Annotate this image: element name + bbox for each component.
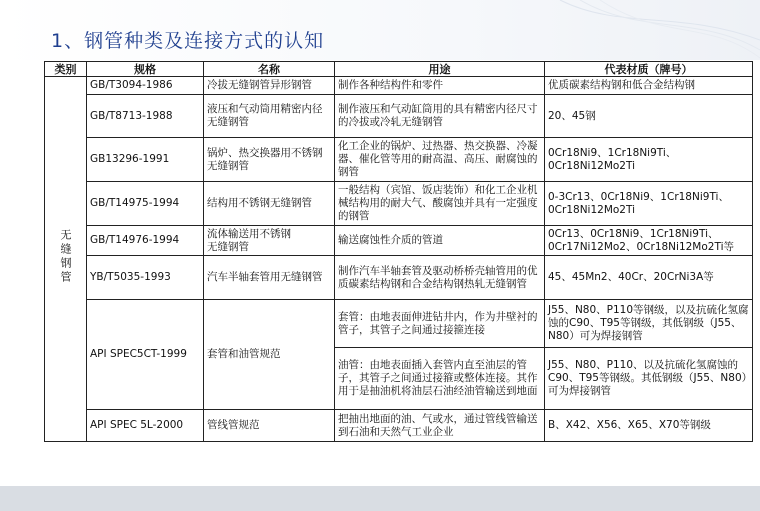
decorative-lines (500, 0, 760, 60)
page-title: 1、钢管种类及连接方式的认知 (51, 30, 325, 52)
use-cell: 制作液压和气动缸筒用的具有精密内径尺寸的冷拔或冷轧无缝钢管 (335, 95, 545, 138)
material-cell: 0Cr18Ni9、1Cr18Ni9Ti、0Cr18Ni12Mo2Ti (545, 138, 753, 182)
material-cell: 0Cr13、0Cr18Ni9、1Cr18Ni9Ti、0Cr17Ni12Mo2、0Cr18Ni12Mo2Ti等 (545, 226, 753, 256)
name-cell: 冷拔无缝钢管异形钢管 (204, 77, 335, 95)
standard-cell: GB/T8713-1988 (87, 95, 204, 138)
standard-cell: GB/T14976-1994 (87, 226, 204, 256)
table-row (45, 77, 753, 95)
header-name: 名称 (204, 62, 335, 77)
use-cell: 制作汽车半轴套管及驱动桥桥壳轴管用的优质碳素结构钢和合金结构钢热轧无缝钢管 (335, 256, 545, 300)
table-row (45, 182, 753, 226)
table-row (45, 138, 753, 182)
standard-cell: API SPEC5CT-1999 (87, 300, 204, 410)
header-use: 用途 (335, 62, 545, 77)
material-cell: B、X42、X56、X65、X70等钢级 (545, 410, 753, 442)
name-cell: 管线管规范 (204, 410, 335, 442)
table-row (45, 95, 753, 138)
material-cell: J55、N80、P110等钢级，以及抗硫化氢腐蚀的C90、T95等钢级，其低钢级（J55、N80）可为焊接钢管 (545, 300, 753, 348)
category-label: 无缝钢管 (59, 229, 72, 285)
table-row (45, 226, 753, 256)
use-cell: 输送腐蚀性介质的管道 (335, 226, 545, 256)
footer-band (0, 486, 760, 511)
name-cell: 液压和气动筒用精密内径 无缝钢管 (204, 95, 335, 138)
material-cell: 优质碳素结构钢和低合金结构钢 (545, 77, 753, 95)
category-cell (45, 77, 87, 442)
use-cell: 制作各种结构件和零件 (335, 77, 545, 95)
header-material: 代表材质（牌号） (545, 62, 753, 77)
table-row (45, 256, 753, 300)
name-cell: 汽车半轴套管用无缝钢管 (204, 256, 335, 300)
standard-cell: GB13296-1991 (87, 138, 204, 182)
header-standard: 规格 (87, 62, 204, 77)
standard-cell: API SPEC 5L-2000 (87, 410, 204, 442)
use-cell: 一般结构（宾馆、饭店装饰）和化工企业机械结构用的耐大气、酸腐蚀并具有一定强度的钢管 (335, 182, 545, 226)
pipe-spec-table (44, 61, 753, 442)
standard-cell: GB/T3094-1986 (87, 77, 204, 95)
use-cell: 油管：由地表面插入套管内直至油层的管子，其管子之间通过接箍或整体连接。其作用于是抽油机将油层石油经油管输送到地面 (335, 348, 545, 410)
name-cell: 套管和油管规范 (204, 300, 335, 410)
header-category: 类别 (45, 62, 87, 77)
name-cell: 结构用不锈钢无缝钢管 (204, 182, 335, 226)
table-header-row (45, 62, 753, 77)
use-cell: 化工企业的锅炉、过热器、热交换器、冷凝器、催化管等用的耐高温、高压、耐腐蚀的钢管 (335, 138, 545, 182)
material-cell: 20、45钢 (545, 95, 753, 138)
name-cell: 流体输送用不锈钢 无缝钢管 (204, 226, 335, 256)
use-cell: 把抽出地面的油、气或水，通过管线管输送到石油和天然气工业企业 (335, 410, 545, 442)
use-cell: 套管：由地表面伸进钻井内，作为井壁衬的管子，其管子之间通过接箍连接 (335, 300, 545, 348)
material-cell: J55、N80、P110、以及抗硫化氢腐蚀的C90、T95等钢级。其低钢级（J55、N80）可为焊接钢管 (545, 348, 753, 410)
standard-cell: YB/T5035-1993 (87, 256, 204, 300)
table-row (45, 410, 753, 442)
material-cell: 0-3Cr13、0Cr18Ni9、1Cr18Ni9Ti、0Cr18Ni12Mo2Ti (545, 182, 753, 226)
table-row (45, 300, 753, 348)
material-cell: 45、45Mn2、40Cr、20CrNi3A等 (545, 256, 753, 300)
standard-cell: GB/T14975-1994 (87, 182, 204, 226)
name-cell: 锅炉、热交换器用不锈钢 无缝钢管 (204, 138, 335, 182)
